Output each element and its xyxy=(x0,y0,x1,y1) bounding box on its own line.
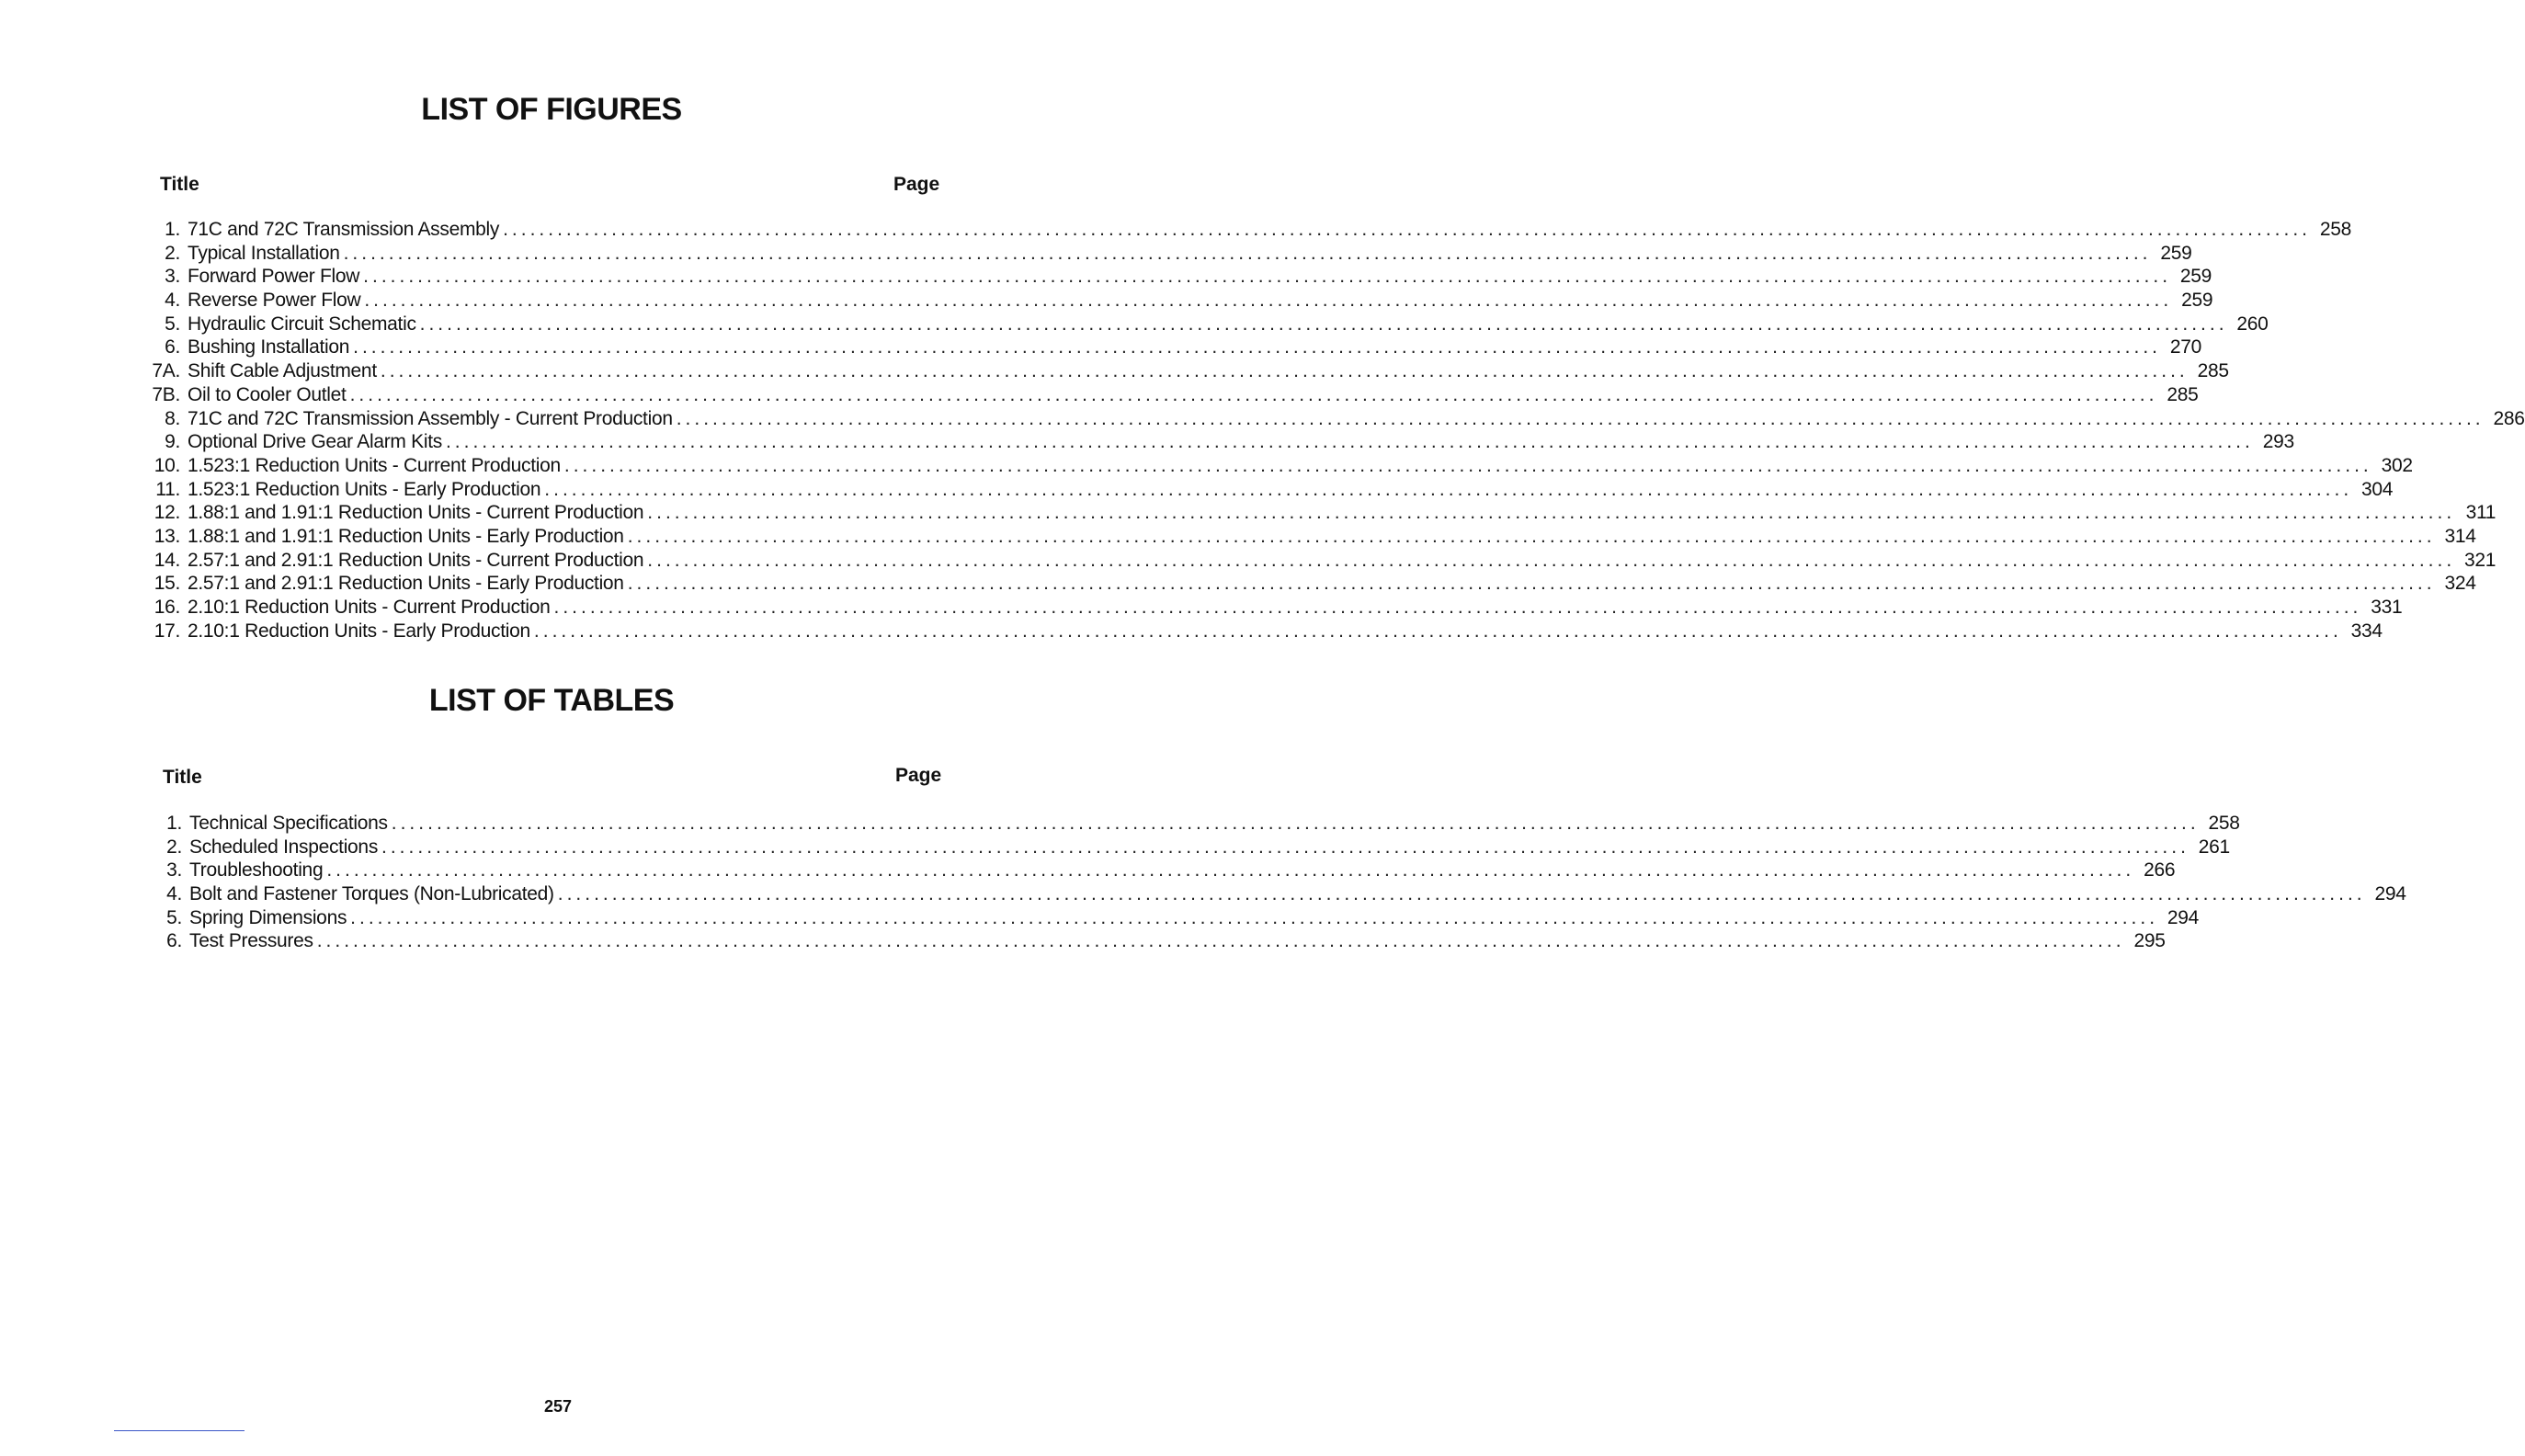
figure-entry xyxy=(149,336,2202,360)
leader-dots: ........................................................................................................................................................................................................ xyxy=(326,859,2135,882)
list-of-figures-heading: LIST OF FIGURES xyxy=(421,92,682,127)
entry-number: 15. xyxy=(154,573,180,595)
entry-title: 2.57:1 and 2.91:1 Reduction Units - Early Production xyxy=(188,573,624,595)
entry-page: 259 xyxy=(2179,266,2212,288)
entry-title: Shift Cable Adjustment xyxy=(188,360,377,382)
entry-page: 258 xyxy=(2319,219,2351,240)
leader-dots: ........................................................................................................................................................................................................ xyxy=(391,813,2200,834)
entry-title: Bushing Installation xyxy=(188,336,350,358)
entry-page: 304 xyxy=(2361,478,2394,500)
entry-page: 334 xyxy=(2350,620,2383,642)
entry-title: Scheduled Inspections xyxy=(189,836,379,858)
figure-entry xyxy=(149,573,2476,597)
entry-title: 2.10:1 Reduction Units - Early Production xyxy=(188,620,530,642)
entry-title: 1.523:1 Reduction Units - Early Production xyxy=(188,478,541,500)
entry-page: 324 xyxy=(2444,573,2476,595)
leader-dots: ........................................................................................................................................................................................................ xyxy=(364,290,2173,312)
leader-dots: ........................................................................................................................................................................................................ xyxy=(353,336,2162,358)
entry-number: 13. xyxy=(154,525,180,547)
figure-entry xyxy=(149,383,2199,408)
entry-page: 302 xyxy=(2381,454,2413,476)
entry-title: Technical Specifications xyxy=(189,813,388,834)
leader-dots: ........................................................................................................................................................................................................ xyxy=(349,383,2158,405)
entry-number: 2. xyxy=(165,242,180,264)
figure-entry xyxy=(149,219,2351,243)
figure-entry xyxy=(149,549,2497,574)
entry-title: Oil to Cooler Outlet xyxy=(188,383,347,405)
entry-title: Optional Drive Gear Alarm Kits xyxy=(188,431,442,453)
figure-entry xyxy=(149,431,2294,455)
leader-dots: ........................................................................................................................................................................................................ xyxy=(363,266,2172,288)
entry-number: 11. xyxy=(155,478,180,500)
entry-page: 331 xyxy=(2371,597,2403,618)
figures-title-header: Title xyxy=(160,174,199,195)
leader-dots: ........................................................................................................................................................................................................ xyxy=(533,620,2342,642)
entry-number: 6. xyxy=(166,930,182,952)
leader-dots: ........................................................................................................................................................................................................ xyxy=(627,525,2436,547)
page-number: 257 xyxy=(543,1397,573,1416)
figure-entry xyxy=(149,525,2476,550)
entry-title: 2.10:1 Reduction Units - Current Production xyxy=(188,597,551,618)
leader-dots: ........................................................................................................................................................................................................ xyxy=(557,883,2366,905)
entry-title: 71C and 72C Transmission Assembly xyxy=(188,219,500,240)
table-entry xyxy=(162,813,2240,836)
leader-dots: ........................................................................................................................................................................................................ xyxy=(381,836,2189,858)
entry-title: Troubleshooting xyxy=(189,859,324,882)
entry-number: 1. xyxy=(166,813,182,834)
leader-dots: ........................................................................................................................................................................................................ xyxy=(445,431,2254,453)
entry-number: 7A. xyxy=(152,360,180,382)
entry-number: 4. xyxy=(166,883,182,905)
entry-page: 314 xyxy=(2444,525,2476,547)
leader-dots: ........................................................................................................................................................................................................ xyxy=(544,478,2353,500)
figure-entry xyxy=(149,266,2212,290)
tables-title-header: Title xyxy=(163,767,202,788)
figure-entry xyxy=(149,620,2383,644)
leader-dots: ........................................................................................................................................................................................................ xyxy=(563,454,2372,476)
leader-dots: ........................................................................................................................................................................................................ xyxy=(350,906,2159,928)
entry-page: 261 xyxy=(2198,836,2230,858)
entry-page: 293 xyxy=(2262,431,2294,453)
figure-entry xyxy=(149,502,2497,526)
leader-dots: ........................................................................................................................................................................................................ xyxy=(419,313,2228,335)
entry-page: 285 xyxy=(2197,360,2229,382)
table-entry xyxy=(162,930,2166,954)
entry-number: 1. xyxy=(165,219,180,240)
entry-title: Hydraulic Circuit Schematic xyxy=(188,313,416,335)
leader-dots: ........................................................................................................................................................................................................ xyxy=(380,360,2189,382)
leader-dots: ........................................................................................................................................................................................................ xyxy=(647,502,2456,524)
entry-page: 295 xyxy=(2133,930,2166,952)
entry-title: 2.57:1 and 2.91:1 Reduction Units - Current Production xyxy=(188,549,644,571)
entry-page: 285 xyxy=(2167,383,2199,405)
figure-entry xyxy=(149,407,2525,432)
entry-number: 12. xyxy=(154,502,180,524)
entry-number: 8. xyxy=(165,407,180,429)
figure-entry xyxy=(149,313,2269,337)
table-entry xyxy=(162,836,2230,860)
figure-entry xyxy=(149,242,2192,267)
entry-number: 5. xyxy=(166,906,182,928)
entry-title: Spring Dimensions xyxy=(189,906,347,928)
entry-title: Typical Installation xyxy=(188,242,340,264)
entry-page: 294 xyxy=(2167,906,2200,928)
entry-number: 4. xyxy=(165,290,180,312)
entry-title: Bolt and Fastener Torques (Non-Lubricated) xyxy=(189,883,554,905)
figures-page-header: Page xyxy=(893,174,940,195)
entry-page: 259 xyxy=(2181,290,2213,312)
table-entry xyxy=(162,883,2406,907)
figures-list xyxy=(149,219,2525,643)
entry-title: 1.523:1 Reduction Units - Current Production xyxy=(188,454,561,476)
leader-dots: ........................................................................................................................................................................................................ xyxy=(676,407,2485,429)
entry-page: 266 xyxy=(2144,859,2176,882)
entry-number: 5. xyxy=(165,313,180,335)
entry-number: 16. xyxy=(154,597,180,618)
footer-rule xyxy=(114,1430,245,1431)
entry-number: 10. xyxy=(154,454,180,476)
figure-entry xyxy=(149,290,2213,313)
entry-number: 9. xyxy=(165,431,180,453)
leader-dots: ........................................................................................................................................................................................................ xyxy=(316,930,2125,952)
entry-page: 294 xyxy=(2374,883,2406,905)
figure-entry xyxy=(149,478,2394,503)
leader-dots: ........................................................................................................................................................................................................ xyxy=(627,573,2436,595)
entry-title: Test Pressures xyxy=(189,930,313,952)
entry-page: 270 xyxy=(2169,336,2202,358)
tables-list xyxy=(162,813,2406,954)
entry-number: 17. xyxy=(154,620,180,642)
figure-entry xyxy=(149,454,2413,479)
entry-page: 258 xyxy=(2208,813,2240,834)
entry-title: 1.88:1 and 1.91:1 Reduction Units - Early Production xyxy=(188,525,624,547)
entry-title: 1.88:1 and 1.91:1 Reduction Units - Current Production xyxy=(188,502,644,524)
entry-title: Reverse Power Flow xyxy=(188,290,361,312)
figure-entry xyxy=(149,360,2229,384)
entry-title: 71C and 72C Transmission Assembly - Current Production xyxy=(188,407,673,429)
entry-number: 3. xyxy=(166,859,182,882)
entry-number: 2. xyxy=(166,836,182,858)
entry-title: Forward Power Flow xyxy=(188,266,360,288)
list-of-tables-heading: LIST OF TABLES xyxy=(428,683,675,718)
table-entry xyxy=(162,859,2176,883)
leader-dots: ........................................................................................................................................................................................................ xyxy=(343,242,2152,264)
entry-page: 286 xyxy=(2493,407,2525,429)
figure-entry xyxy=(149,597,2403,620)
entry-page: 259 xyxy=(2160,242,2192,264)
entry-number: 14. xyxy=(154,549,180,571)
entry-number: 3. xyxy=(165,266,180,288)
entry-page: 311 xyxy=(2465,502,2497,524)
leader-dots: ........................................................................................................................................................................................................ xyxy=(503,219,2311,240)
table-entry xyxy=(162,906,2200,931)
entry-page: 321 xyxy=(2464,549,2497,571)
leader-dots: ........................................................................................................................................................................................................ xyxy=(647,549,2456,571)
entry-page: 260 xyxy=(2236,313,2269,335)
entry-number: 6. xyxy=(165,336,180,358)
tables-page-header: Page xyxy=(895,765,942,786)
leader-dots: ........................................................................................................................................................................................................ xyxy=(553,597,2362,618)
entry-number: 7B. xyxy=(152,383,180,405)
